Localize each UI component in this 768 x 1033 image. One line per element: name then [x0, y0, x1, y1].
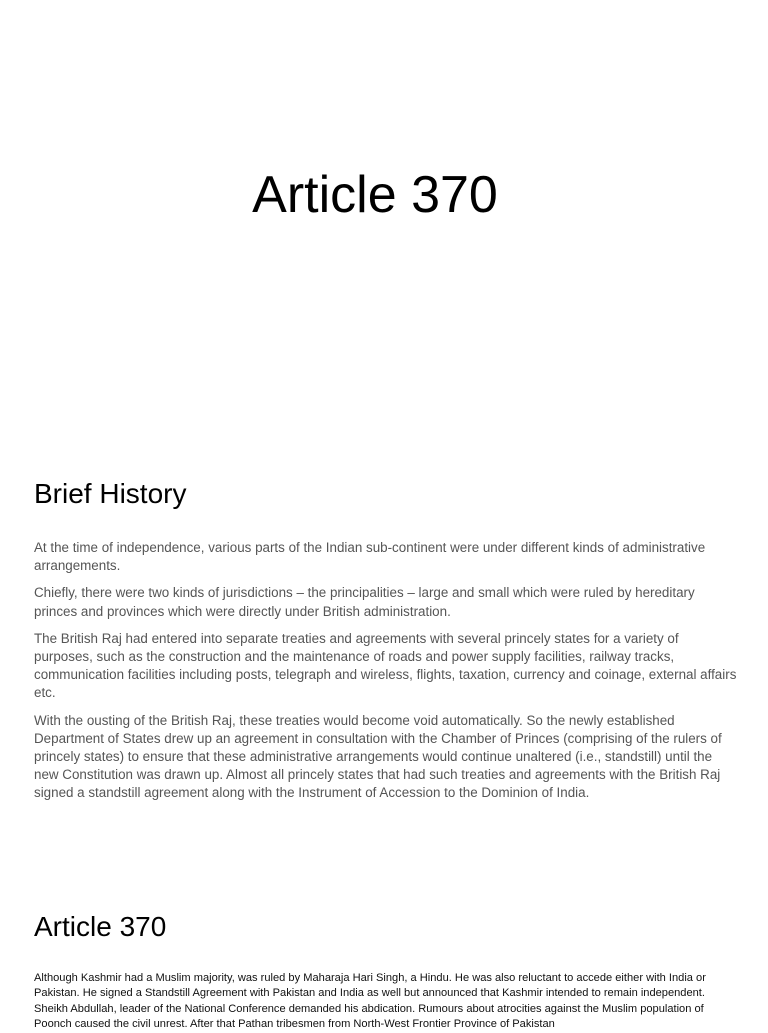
paragraph: At the time of independence, various parts of the Indian sub-continent were under different kinds of administrative arrangements.	[34, 540, 706, 574]
brief-history-slide	[0, 432, 768, 864]
section-heading: Brief History	[34, 478, 187, 509]
section-body	[34, 971, 739, 1033]
section-heading: Article 370	[34, 911, 167, 942]
article-370-slide	[0, 864, 768, 1031]
title-slide	[0, 0, 768, 432]
paragraph: Chiefly, there were two kinds of jurisdictions – the principalities – large and small which were ruled by hereditary princes and provinces which were directly under British administration.	[34, 585, 695, 619]
document-title: Article 370	[252, 166, 498, 224]
paragraph: With the ousting of the British Raj, these treaties would become void automatically. So the newly established Department of States drew up an agreement in consultation with the Chamber of Princes (comprising of the rulers of princely states) to ensure that these administrative arrangements would continue unaltered (i.e., standstill) until the new Constitution was drawn up. Almost all princely states that had such treaties and agreements with the British Raj signed a standstill agreement along with the Instrument of Accession to the Dominion of India.	[34, 712, 722, 801]
section-body	[34, 539, 738, 812]
paragraph: The British Raj had entered into separate treaties and agreements with several princely states for a variety of purposes, such as the construction and the maintenance of roads and power supply facilities, railway tracks, communication facilities including posts, telegraph and wireless, flights, taxation, currency and coinage, external affairs etc.	[34, 630, 737, 701]
paragraph: Although Kashmir had a Muslim majority, was ruled by Maharaja Hari Singh, a Hindu. He was also reluctant to accede either with India or Pakistan. He signed a Standstill Agreement with Pakistan and India as well but announced that Kashmir intended to remain independent. Sheikh Abdullah, leader of the National Conference demanded his abdication. Rumours about atrocities against the Muslim population of Poonch caused the civil unrest. After that Pathan tribesmen from North-West Frontier Province of Pakistan	[34, 972, 706, 1031]
